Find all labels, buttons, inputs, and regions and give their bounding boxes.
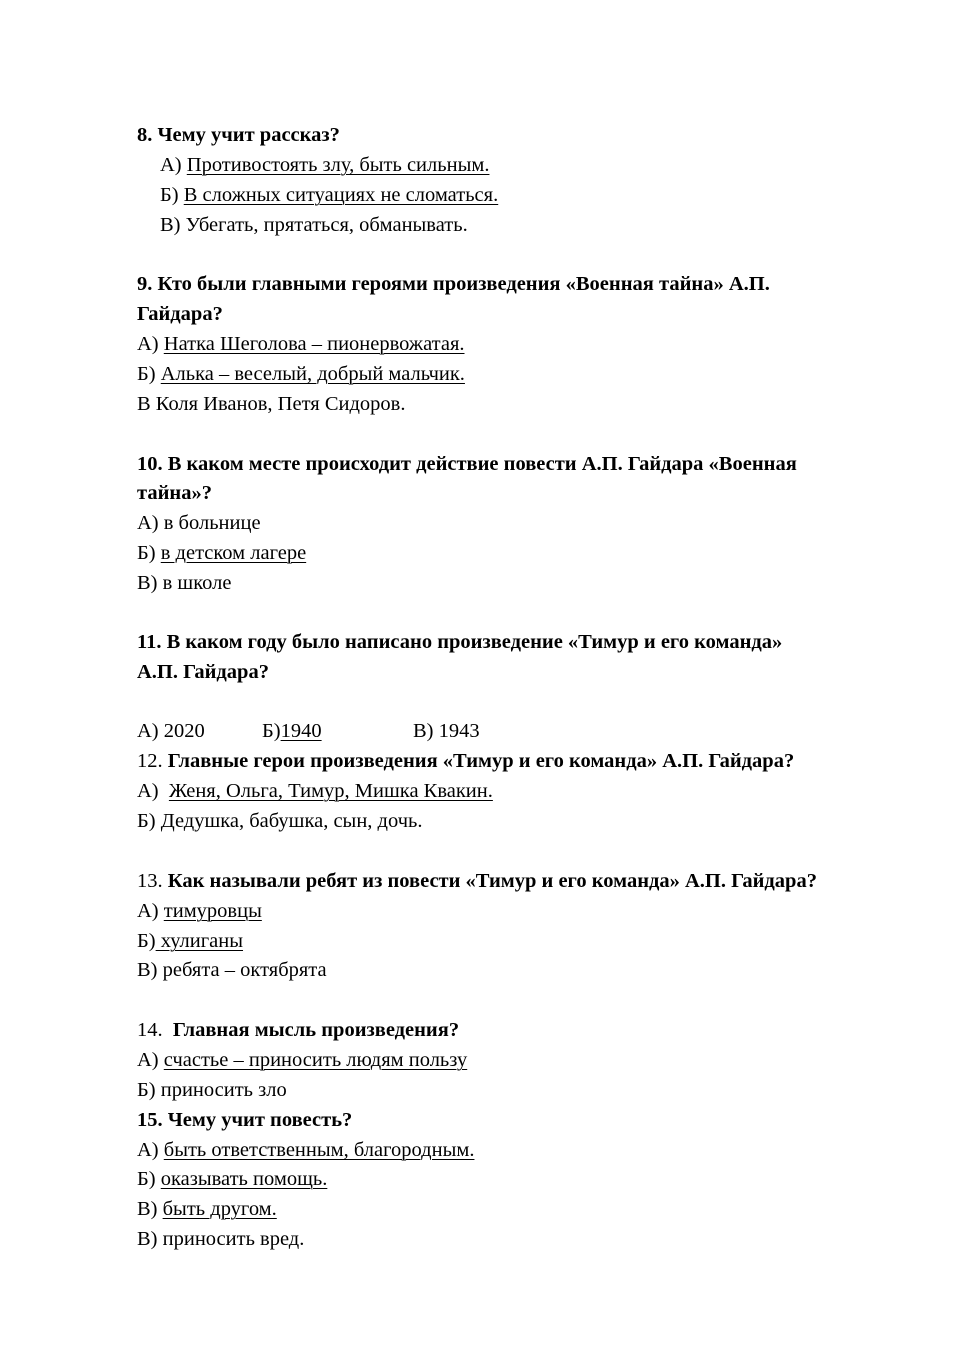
option-prefix: А) bbox=[137, 900, 164, 922]
option-answer-underlined: оказывать помощь. bbox=[160, 1168, 328, 1190]
option-prefix: А) bbox=[160, 154, 187, 176]
option-prefix: А) bbox=[137, 1139, 164, 1161]
question-text: Главная мысль произведения? bbox=[172, 1019, 460, 1041]
question-8-option-b bbox=[160, 180, 498, 210]
question-number: 12. bbox=[137, 750, 168, 772]
question-13-title bbox=[137, 866, 817, 896]
question-13-option-a bbox=[137, 896, 262, 926]
question-11-title-line-1: 11. В каком году было написано произведение «Тимур и его команда» bbox=[137, 631, 783, 653]
option-prefix: Б) bbox=[160, 184, 184, 206]
question-15-option-d: В) приносить вред. bbox=[137, 1228, 305, 1250]
question-number: 13. bbox=[137, 870, 168, 892]
question-14-title bbox=[137, 1015, 459, 1045]
option-answer-underlined: счастье – приносить людям пользу bbox=[163, 1049, 468, 1071]
question-number: 14. bbox=[137, 1019, 173, 1041]
question-14-option-b: Б) приносить зло bbox=[137, 1079, 287, 1101]
option-answer-underlined: быть ответственным, благородным. bbox=[163, 1139, 475, 1161]
option-answer-underlined: Противостоять злу, быть сильным. bbox=[186, 154, 490, 176]
question-11-title-line-2: А.П. Гайдара? bbox=[137, 661, 269, 683]
question-8-option-c: В) Убегать, прятаться, обманывать. bbox=[160, 214, 468, 236]
question-9-option-c: В Коля Иванов, Петя Сидоров. bbox=[137, 393, 406, 415]
option-prefix: А) bbox=[137, 333, 164, 355]
option-prefix: Б) bbox=[137, 1168, 161, 1190]
question-9-title-line-2: Гайдара? bbox=[137, 303, 223, 325]
question-15-option-a bbox=[137, 1135, 474, 1165]
question-15-title: 15. Чему учит повесть? bbox=[137, 1109, 353, 1131]
question-15-option-c bbox=[137, 1194, 277, 1224]
question-10-option-a: А) в больнице bbox=[137, 512, 261, 534]
option-prefix: Б) bbox=[137, 930, 156, 952]
option-answer-underlined: хулиганы bbox=[155, 930, 244, 952]
option-answer-underlined: Натка Шеголова – пионервожатая. bbox=[163, 333, 465, 355]
option-prefix: Б) bbox=[137, 363, 161, 385]
question-11-option-b bbox=[262, 716, 322, 746]
option-prefix: А) bbox=[137, 1049, 164, 1071]
option-answer-underlined: быть другом. bbox=[162, 1198, 277, 1220]
question-10-title-line-2: тайна»? bbox=[137, 482, 212, 504]
question-9-option-a bbox=[137, 329, 465, 359]
question-11-option-a: А) 2020 bbox=[137, 720, 205, 742]
question-9-title-line-1: 9. Кто были главными героями произведения «Военная тайна» А.П. bbox=[137, 273, 770, 295]
option-answer-underlined: Женя, Ольга, Тимур, Мишка Квакин. bbox=[168, 780, 493, 802]
question-12-title bbox=[137, 746, 794, 776]
question-13-option-b bbox=[137, 926, 243, 956]
question-8-option-a bbox=[160, 150, 489, 180]
option-prefix: А) bbox=[137, 780, 169, 802]
option-answer-underlined: тимуровцы bbox=[163, 900, 262, 922]
question-15-option-b bbox=[137, 1164, 327, 1194]
question-14-option-a bbox=[137, 1045, 467, 1075]
question-11-option-c: В) 1943 bbox=[413, 720, 480, 742]
question-text: Как называли ребят из повести «Тимур и его команда» А.П. Гайдара? bbox=[167, 870, 817, 892]
question-10-title-line-1: 10. В каком месте происходит действие повести А.П. Гайдара «Военная bbox=[137, 453, 797, 475]
option-answer-underlined: в детском лагере bbox=[160, 542, 307, 564]
option-answer-underlined: В сложных ситуациях не сломаться. bbox=[183, 184, 499, 206]
option-answer-underlined: 1940 bbox=[280, 720, 322, 742]
question-9-option-b bbox=[137, 359, 465, 389]
question-10-option-c: В) в школе bbox=[137, 572, 232, 594]
option-prefix: Б) bbox=[262, 720, 281, 742]
option-prefix: Б) bbox=[137, 542, 161, 564]
option-answer-underlined: Алька – веселый, добрый мальчик. bbox=[160, 363, 465, 385]
question-12-option-b: Б) Дедушка, бабушка, сын, дочь. bbox=[137, 810, 423, 832]
question-13-option-c: В) ребята – октябрята bbox=[137, 959, 327, 981]
question-10-option-b bbox=[137, 538, 306, 568]
question-12-option-a bbox=[137, 776, 493, 806]
question-8-title: 8. Чему учит рассказ? bbox=[137, 124, 340, 146]
option-prefix: В) bbox=[137, 1198, 163, 1220]
question-text: Главные герои произведения «Тимур и его команда» А.П. Гайдара? bbox=[167, 750, 795, 772]
